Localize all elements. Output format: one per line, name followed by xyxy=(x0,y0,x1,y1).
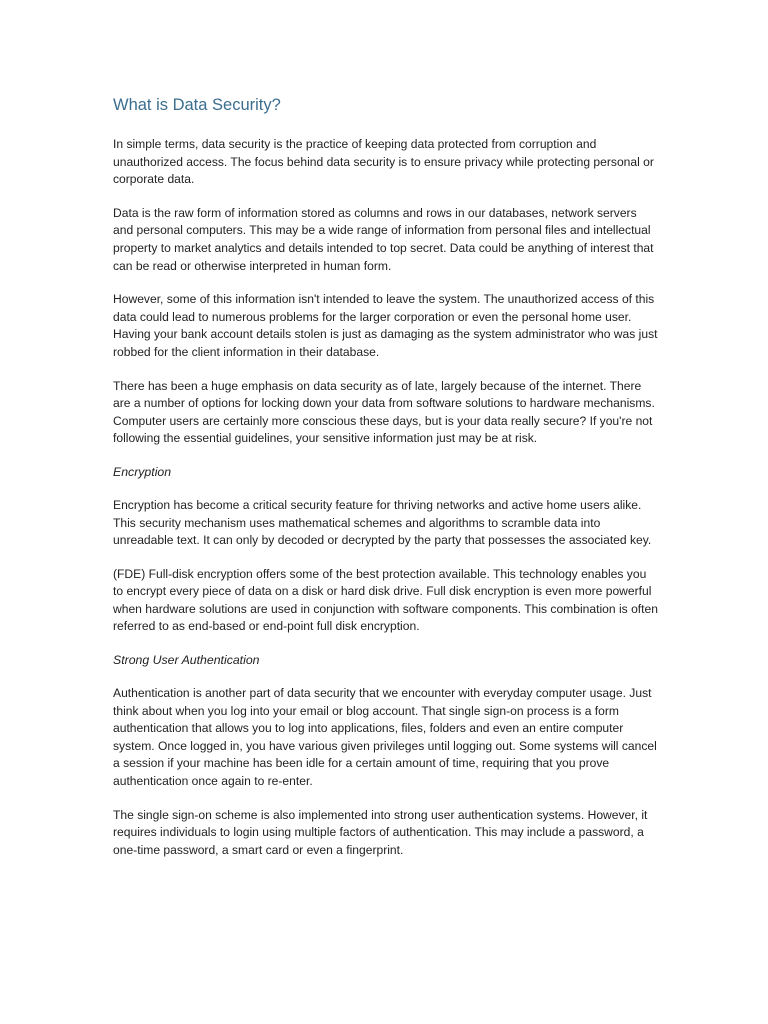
paragraph-single-sign-on: The single sign-on scheme is also implemented into strong user authentication systems. However, it requires individuals to login using multiple factors of authentication. This may include a password, a one-time password, a smart card or even a fingerprint. xyxy=(113,807,648,857)
paragraph-encryption: Encryption has become a critical security feature for thriving networks and active home users alike. This security mechanism uses mathematical schemes and algorithms to scramble data into unreadable text. It can only by decoded or decrypted by the party that possesses the associated key. xyxy=(113,497,652,548)
section-heading-authentication: Strong User Authentication xyxy=(113,653,260,668)
paragraph-emphasis: There has been a huge emphasis on data security as of late, largely because of the internet. There are a number of options for locking down your data from software solutions to hardware mechanisms. Computer users are certainly more conscious these days, but is your data really secure? If you're not following the essential guidelines, your sensitive information just may be at risk. xyxy=(113,378,655,446)
paragraph-intro: In simple terms, data security is the practice of keeping data protected from corruption and unauthorized access. The focus behind data security is to ensure privacy while protecting personal or corporate data. xyxy=(113,137,654,187)
document-page xyxy=(113,94,658,875)
paragraph-unauthorized-access: However, some of this information isn't intended to leave the system. The unauthorized access of this data could lead to numerous problems for the larger corporation or even the personal home user. Having your bank account details stolen is just as damaging as the system administrator who was just robbed for the client information in their database. xyxy=(113,292,658,359)
page-title: What is Data Security? xyxy=(113,96,281,114)
paragraph-authentication: Authentication is another part of data security that we encounter with everyday computer usage. Just think about when you log into your email or blog account. That single sign-on process is a form authentication that allows you to log into applications, files, folders and even an entire computer system. Once logged in, you have various given privileges until logging out. Some systems will cancel a session if your machine has been idle for a certain amount of time, requiring that you prove authentication once again to re-enter. xyxy=(113,686,657,789)
paragraph-raw-data: Data is the raw form of information stored as columns and rows in our databases, network servers and personal computers. This may be a wide range of information from personal files and intellectual property to market analytics and details intended to top secret. Data could be anything of interest that can be read or otherwise interpreted in human form. xyxy=(113,205,654,273)
paragraph-full-disk-encryption: (FDE) Full-disk encryption offers some of the best protection available. This technology enables you to encrypt every piece of data on a disk or hard disk drive. Full disk encryption is even more powerful when hardware solutions are used in conjunction with software components. This combination is often referred to as end-based or end-point full disk encryption. xyxy=(113,566,658,634)
section-heading-encryption: Encryption xyxy=(113,464,172,479)
